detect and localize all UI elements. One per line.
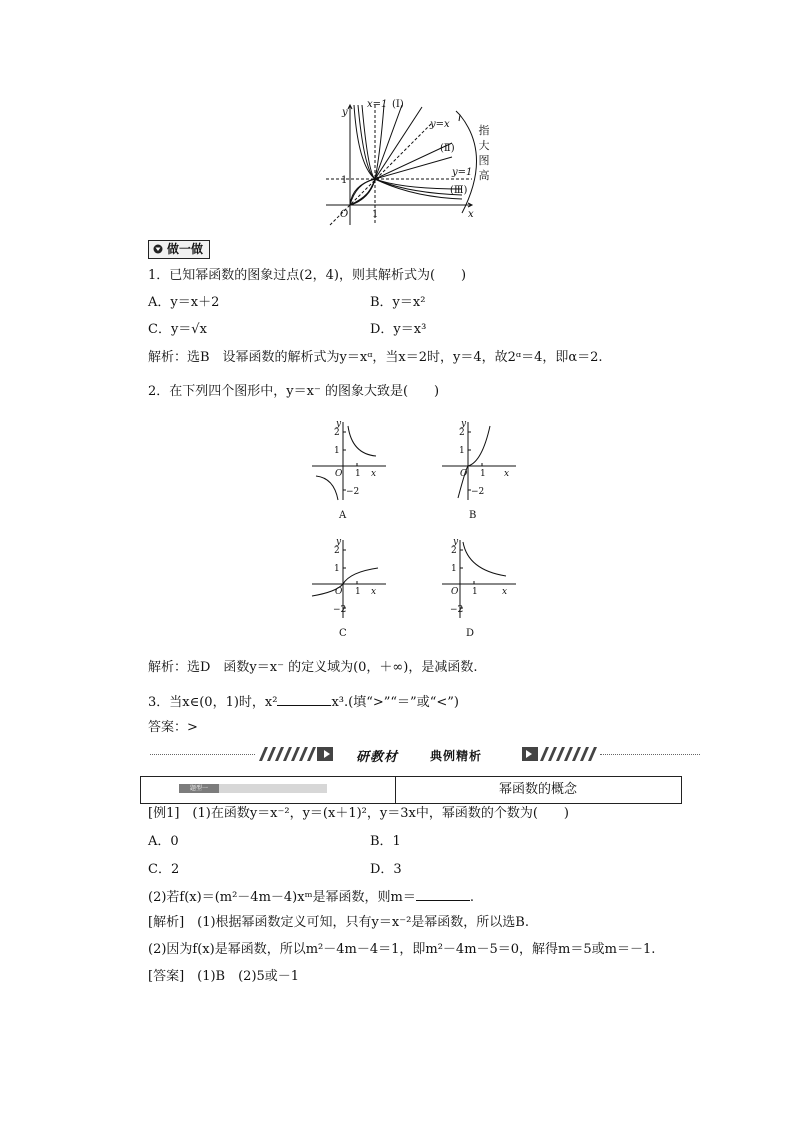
svg-text:O: O bbox=[451, 587, 459, 597]
q1-option-c: C．y＝√x bbox=[148, 322, 207, 337]
q1-option-d: D．y＝x³ bbox=[370, 322, 427, 337]
banner-dots-left bbox=[150, 754, 255, 755]
banner-title: 研教材 bbox=[356, 750, 399, 765]
q3-stem-after: x³.(填“>”“＝”或“<”) bbox=[331, 695, 459, 710]
label-one-x: 1 bbox=[372, 209, 379, 220]
graph-b bbox=[438, 418, 518, 503]
q3-stem-before: 3．当x∈(0，1)时，x² bbox=[148, 695, 278, 710]
graph-d bbox=[438, 536, 518, 621]
example1-option-b: B．1 bbox=[370, 834, 401, 849]
label-III: (Ⅲ) bbox=[450, 185, 468, 196]
svg-text:O: O bbox=[460, 469, 468, 479]
q2-stem: 2．在下列四个图形中，y＝x⁻ 的图象大致是( ) bbox=[148, 384, 440, 399]
topic-badge: 题型一 bbox=[179, 784, 219, 793]
example1-option-d: D．3 bbox=[370, 862, 402, 877]
svg-text:y: y bbox=[336, 419, 342, 429]
example1-analysis2: (2)因为f(x)是幂函数，所以m²－4m－4＝1，即m²－4m－5＝0，解得m＝5或m＝－1. bbox=[148, 942, 656, 957]
svg-text:x: x bbox=[371, 469, 377, 479]
example1-part2 bbox=[148, 889, 474, 906]
banner-stripes-right bbox=[520, 745, 600, 763]
label-origin: O bbox=[340, 209, 349, 220]
label-y1: y=1 bbox=[452, 167, 473, 178]
curve-I-b bbox=[350, 105, 402, 205]
label-y-axis: y bbox=[342, 107, 348, 118]
example1-blank bbox=[416, 889, 470, 901]
q1-option-b: B．y＝x² bbox=[370, 295, 426, 310]
svg-text:−2: −2 bbox=[333, 605, 347, 615]
graph-a bbox=[308, 418, 388, 503]
section-tag bbox=[148, 240, 210, 259]
section-title: 做一做 bbox=[167, 242, 204, 256]
svg-text:−2: −2 bbox=[471, 487, 485, 497]
label-x-axis: x bbox=[468, 209, 474, 220]
q3-answer: 答案：> bbox=[148, 720, 198, 735]
svg-text:2: 2 bbox=[451, 546, 457, 556]
svg-text:O: O bbox=[335, 587, 343, 597]
svg-text:−2: −2 bbox=[346, 487, 360, 497]
side-char: 高 bbox=[478, 169, 490, 182]
graph-b-label: B bbox=[469, 510, 477, 521]
svg-text:y: y bbox=[336, 537, 342, 547]
svg-text:y: y bbox=[461, 419, 467, 429]
example1-analysis1: [解析] (1)根据幂函数定义可知，只有y＝x⁻²是幂函数，所以选B. bbox=[148, 915, 529, 930]
power-function-figure bbox=[322, 95, 502, 230]
svg-text:−2: −2 bbox=[450, 605, 464, 615]
banner-dots-right bbox=[600, 754, 700, 755]
q1-option-a: A．y＝x＋2 bbox=[148, 295, 220, 310]
q1-analysis: 解析：选B 设幂函数的解析式为y＝xᵅ，当x＝2时，y＝4，故2ᵅ＝4，即α＝2. bbox=[148, 350, 603, 365]
label-yx: y=x bbox=[430, 119, 450, 130]
svg-text:2: 2 bbox=[334, 428, 340, 438]
svg-text:1: 1 bbox=[480, 469, 486, 479]
banner-stripes-left bbox=[255, 745, 335, 763]
svg-text:x: x bbox=[371, 587, 377, 597]
graph-d-label: D bbox=[466, 628, 475, 639]
example1-option-c: C．2 bbox=[148, 862, 180, 877]
svg-text:1: 1 bbox=[355, 587, 361, 597]
svg-text:1: 1 bbox=[459, 446, 465, 456]
example1-part2-after: . bbox=[469, 890, 475, 905]
curve-I-c bbox=[350, 107, 422, 205]
q1-stem: 1．已知幂函数的图象过点(2，4)，则其解析式为( ) bbox=[148, 268, 467, 283]
triangle-down-icon bbox=[153, 244, 163, 254]
side-char: 大 bbox=[478, 139, 490, 152]
q3-stem bbox=[148, 694, 459, 711]
topic-table bbox=[140, 776, 682, 804]
banner-subtitle: 典例精析 bbox=[430, 749, 483, 763]
graph-c bbox=[308, 536, 388, 621]
svg-text:1: 1 bbox=[355, 469, 361, 479]
q2-analysis: 解析：选D 函数y＝x⁻ 的定义域为(0，＋∞)，是减函数. bbox=[148, 660, 478, 675]
svg-text:1: 1 bbox=[334, 564, 340, 574]
label-x1: x=1 bbox=[367, 99, 388, 110]
svg-text:1: 1 bbox=[334, 446, 340, 456]
svg-text:O: O bbox=[335, 469, 343, 479]
svg-text:2: 2 bbox=[334, 546, 340, 556]
graph-a-label: A bbox=[339, 510, 347, 521]
svg-text:y: y bbox=[453, 537, 459, 547]
svg-text:1: 1 bbox=[451, 564, 457, 574]
graph-c-label: C bbox=[339, 628, 347, 639]
example1-part2-before: (2)若f(x)＝(m²－4m－4)xᵐ是幂函数，则m＝ bbox=[148, 890, 416, 905]
svg-text:x: x bbox=[502, 587, 508, 597]
example1-stem: [例1] (1)在函数y＝x⁻²，y＝(x＋1)²，y＝3x中，幂函数的个数为( ) bbox=[148, 806, 569, 821]
svg-text:2: 2 bbox=[459, 428, 465, 438]
q3-blank bbox=[277, 694, 331, 706]
label-one-y: 1 bbox=[341, 175, 348, 186]
topic-title: 幂函数的概念 bbox=[498, 782, 577, 797]
label-II: (Ⅱ) bbox=[440, 143, 455, 154]
example1-answer: [答案] (1)B (2)5或－1 bbox=[148, 969, 300, 984]
svg-text:x: x bbox=[504, 469, 510, 479]
side-vertical-text bbox=[477, 123, 491, 183]
side-char: 指 bbox=[478, 124, 490, 137]
label-I: (Ⅰ) bbox=[392, 99, 404, 110]
side-char: 图 bbox=[478, 154, 490, 167]
svg-text:1: 1 bbox=[472, 587, 478, 597]
increase-arc bbox=[460, 115, 477, 213]
example1-option-a: A．0 bbox=[148, 834, 179, 849]
